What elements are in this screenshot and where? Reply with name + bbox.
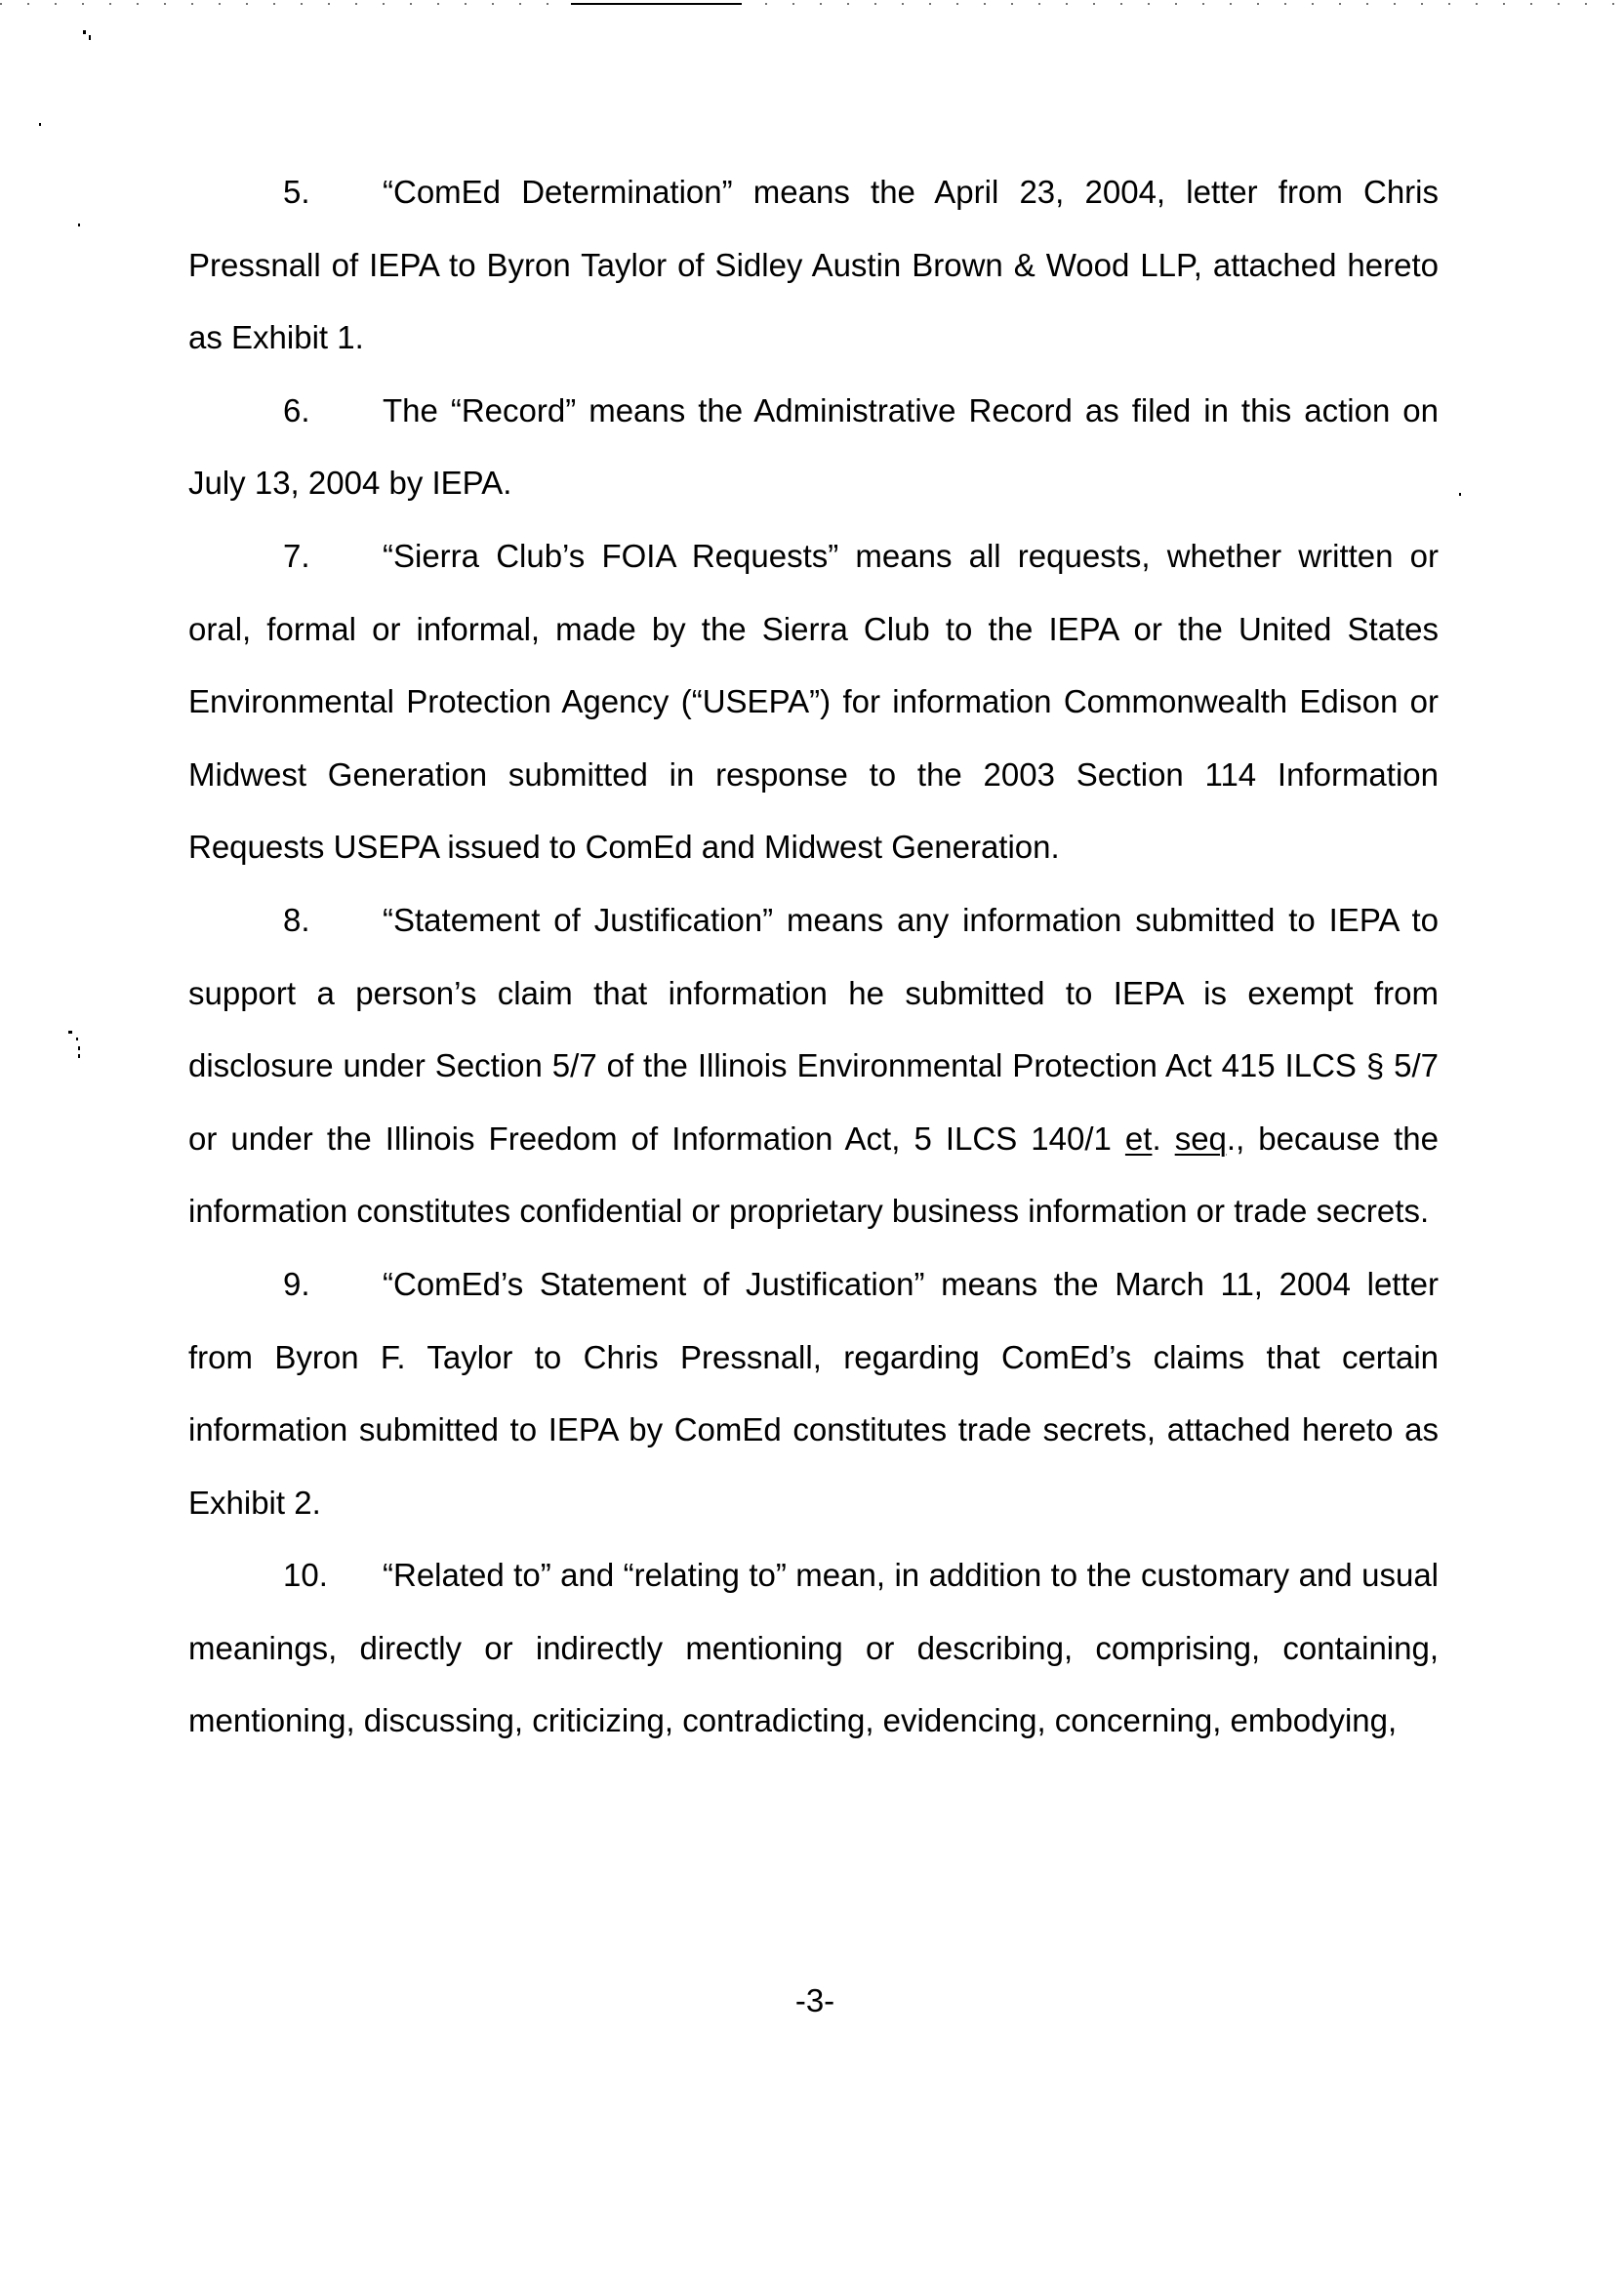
scan-speck bbox=[76, 1038, 78, 1040]
paragraph-text: “Related to” and “relating to” mean, in addition to the customary and usual meanings, directly or indirectly mentioning or describing, comprising, containing, mentioning, discussing, criticizing, contradicting, evidencing, concerning, embodying, bbox=[188, 1557, 1439, 1739]
paragraph-9 bbox=[188, 1248, 1439, 1539]
paragraph-text: “ComEd’s Statement of Justification” means the March 11, 2004 letter from Byron F. Taylor to Chris Pressnall, regarding ComEd’s claims that certain information submitted to IEPA by ComEd constitutes trade secrets, attached hereto as Exhibit 2. bbox=[188, 1265, 1439, 1521]
underlined-seq: seq bbox=[1174, 1120, 1227, 1157]
paragraph-text: “Statement of Justification” means any information submitted to IEPA to support a person’s claim that information he submitted to IEPA is exempt from disclosure under Section 5/7 of the Illinois Environmental Protection Act 415 ILCS § 5/7 or under the Illinois Freedom of Information Act, 5 ILCS 140/1 bbox=[188, 901, 1439, 1157]
document-body bbox=[188, 156, 1439, 1758]
scan-speck bbox=[68, 1031, 72, 1034]
paragraph-10 bbox=[188, 1539, 1439, 1758]
scan-speck bbox=[83, 30, 86, 34]
paragraph-number: 7. bbox=[283, 537, 310, 574]
paragraph-number: 6. bbox=[283, 391, 310, 428]
paragraph-5 bbox=[188, 156, 1439, 375]
paragraph-number: 10. bbox=[283, 1557, 328, 1594]
paragraph-text: The “Record” means the Administrative Record as filed in this action on July 13, 2004 by IEPA. bbox=[188, 391, 1439, 502]
page-number: -3- bbox=[794, 1982, 835, 2018]
scan-speck bbox=[89, 35, 91, 40]
scan-speck bbox=[78, 1054, 80, 1058]
paragraph-text: “Sierra Club’s FOIA Requests” means all requests, whether written or oral, formal or informal, made by the Sierra Club to the IEPA or the United States Environmental Protection Agency (“USEPA”) for information Commonwealth Edison or Midwest Generation submitted in response to the 2003 Section 114 Information Requests USEPA issued to ComEd and Midwest Generation. bbox=[188, 537, 1439, 866]
paragraph-text-between: . bbox=[1152, 1120, 1175, 1157]
paragraph-number: 5. bbox=[283, 174, 310, 210]
scan-artifact-line bbox=[571, 3, 742, 5]
scan-speck bbox=[78, 224, 80, 226]
paragraph-6 bbox=[188, 375, 1439, 520]
paragraph-text-after: ., because the information constitutes confidential or proprietary business information or trade secrets. bbox=[188, 1120, 1439, 1230]
scan-speck bbox=[1459, 493, 1461, 496]
underlined-et: et bbox=[1124, 1120, 1153, 1157]
scan-artifact-dotted-line bbox=[0, 3, 1624, 5]
scan-speck bbox=[78, 1046, 80, 1050]
paragraph-number: 8. bbox=[283, 901, 310, 938]
scan-speck bbox=[39, 123, 41, 126]
paragraph-number: 9. bbox=[283, 1265, 310, 1302]
paragraph-8 bbox=[188, 884, 1439, 1248]
paragraph-7 bbox=[188, 520, 1439, 884]
paragraph-text: “ComEd Determination” means the April 23, 2004, letter from Chris Pressnall of IEPA to Byron Taylor of Sidley Austin Brown & Wood LLP, attached hereto as Exhibit 1. bbox=[188, 174, 1439, 356]
